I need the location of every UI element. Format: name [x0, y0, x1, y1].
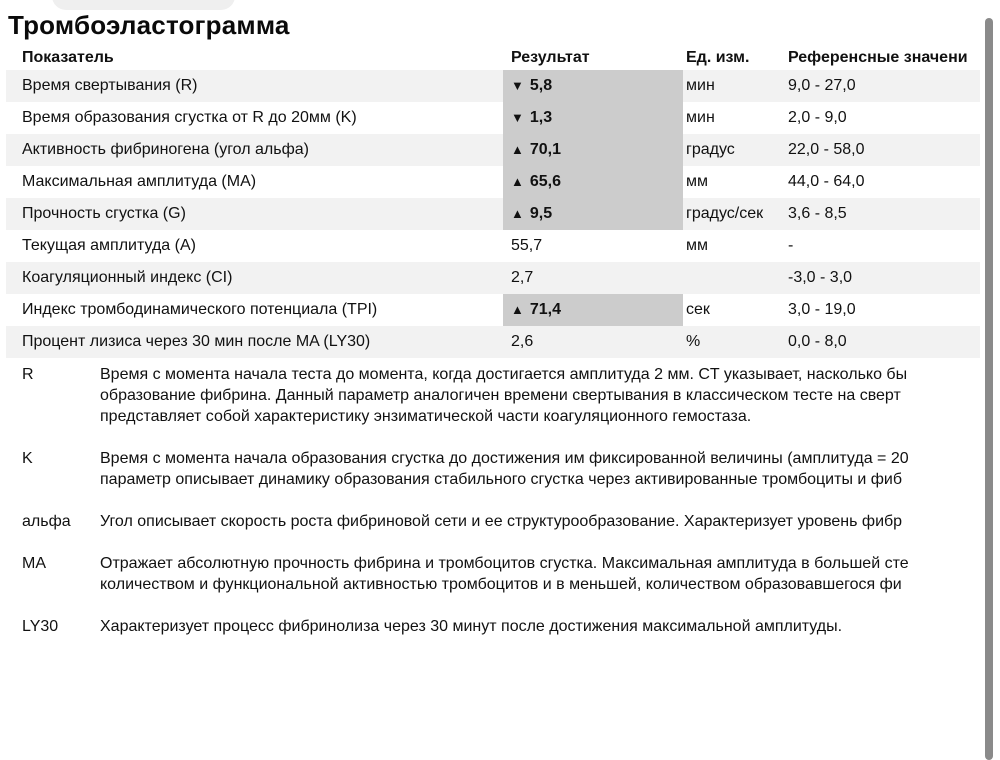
table-row [6, 198, 980, 230]
result-value: 2,7 [511, 269, 534, 286]
result-cell [503, 70, 683, 102]
reference-cell: 3,6 - 8,5 [785, 198, 980, 230]
note-text: Характеризует процесс фибринолиза через 30 минут после достижения максимальной амплитуды. [100, 618, 843, 635]
reference-cell: - [788, 237, 794, 254]
unit-cell: мм [686, 173, 708, 190]
reference-cell: -3,0 - 3,0 [785, 262, 980, 294]
result-cell [503, 102, 683, 134]
arrow-up-icon: ▲ [511, 302, 524, 317]
result-value: 55,7 [511, 237, 543, 254]
note-key: альфа [22, 513, 71, 530]
unit-cell: мин [683, 70, 785, 102]
indicator-name: Максимальная амплитуда (MA) [22, 173, 257, 190]
reference-cell: 22,0 - 58,0 [785, 134, 980, 166]
notes-section [22, 364, 978, 637]
arrow-down-icon: ▼ [511, 78, 524, 93]
result-value: 2,6 [511, 333, 534, 350]
table-row [6, 294, 980, 326]
reference-cell: 9,0 - 27,0 [785, 70, 980, 102]
vertical-scrollbar[interactable] [985, 18, 993, 760]
indicator-name: Процент лизиса через 30 мин после MA (LY30) [6, 326, 503, 358]
note-text: Отражает абсолютную прочность фибрина и тромбоцитов сгустка. Максимальная амплитуда в большей сте количеством и функциональной активностью тромбоцитов и в меньшей, количеством образовавшегося фи [100, 555, 909, 593]
unit-cell: градус/сек [683, 198, 785, 230]
note-item [22, 448, 978, 490]
arrow-down-icon: ▼ [511, 110, 524, 125]
arrow-up-icon: ▲ [511, 142, 524, 157]
unit-cell [683, 262, 785, 294]
page-title: Тромбоэластограмма [8, 10, 290, 40]
note-key: R [22, 366, 34, 383]
header-unit: Ед. изм. [686, 49, 750, 66]
note-key: MA [22, 555, 46, 572]
result-cell [503, 262, 683, 294]
unit-cell: % [683, 326, 785, 358]
indicator-name: Время образования сгустка от R до 20мм (K) [22, 109, 357, 126]
table-row [6, 166, 980, 198]
indicator-name: Активность фибриногена (угол альфа) [6, 134, 503, 166]
unit-cell: мин [686, 109, 715, 126]
result-cell [503, 134, 683, 166]
table-row [6, 230, 980, 262]
table-row [6, 262, 980, 294]
indicator-name: Время свертывания (R) [6, 70, 503, 102]
result-cell [503, 166, 683, 198]
note-item [22, 364, 978, 427]
table-row [6, 70, 980, 102]
indicator-name: Прочность сгустка (G) [6, 198, 503, 230]
arrow-up-icon: ▲ [511, 206, 524, 221]
note-key: LY30 [22, 618, 59, 635]
header-indicator: Показатель [22, 49, 114, 66]
result-value: 1,3 [529, 109, 553, 126]
result-value: 65,6 [529, 173, 562, 190]
results-table [6, 46, 980, 358]
table-header-row [6, 46, 980, 70]
table-row [6, 134, 980, 166]
indicator-name: Текущая амплитуда (A) [22, 237, 196, 254]
result-value: 9,5 [529, 205, 553, 222]
reference-cell: 44,0 - 64,0 [788, 173, 865, 190]
result-value: 71,4 [529, 301, 562, 318]
header-reference: Референсные значени [788, 49, 968, 66]
note-item [22, 511, 978, 532]
note-text: Время с момента начала образования сгустка до достижения им фиксированной величины (амплитуда = 20 параметр описывает динамику образования стабильного сгустка через активированные тромбоциты и фиб [100, 450, 909, 488]
reference-cell: 3,0 - 19,0 [788, 301, 856, 318]
result-cell [503, 326, 683, 358]
note-key: K [22, 450, 33, 467]
result-value: 5,8 [529, 77, 553, 94]
table-row [6, 326, 980, 358]
note-item [22, 553, 978, 595]
unit-cell: сек [686, 301, 710, 318]
reference-cell: 2,0 - 9,0 [788, 109, 847, 126]
header-result: Результат [511, 49, 590, 66]
unit-cell: градус [683, 134, 785, 166]
result-cell [503, 230, 683, 262]
indicator-name: Коагуляционный индекс (CI) [6, 262, 503, 294]
note-text: Угол описывает скорость роста фибриновой сети и ее структурообразование. Характеризует уровень фибр [100, 513, 903, 530]
arrow-up-icon: ▲ [511, 174, 524, 189]
reference-cell: 0,0 - 8,0 [785, 326, 980, 358]
result-cell [503, 198, 683, 230]
indicator-name: Индекс тромбодинамического потенциала (TPI) [22, 301, 378, 318]
result-cell [503, 294, 683, 326]
note-item [22, 616, 978, 637]
note-text: Время с момента начала теста до момента, когда достигается амплитуда 2 мм. CT указывает, насколько бы образование фибрина. Данный параметр аналогичен времени свертывания в классическом тесте на сверт представляет собой характеристику энзиматической части коагуляционного гемостаза. [100, 366, 908, 425]
table-row [6, 102, 980, 134]
unit-cell: мм [686, 237, 708, 254]
result-value: 70,1 [529, 141, 562, 158]
